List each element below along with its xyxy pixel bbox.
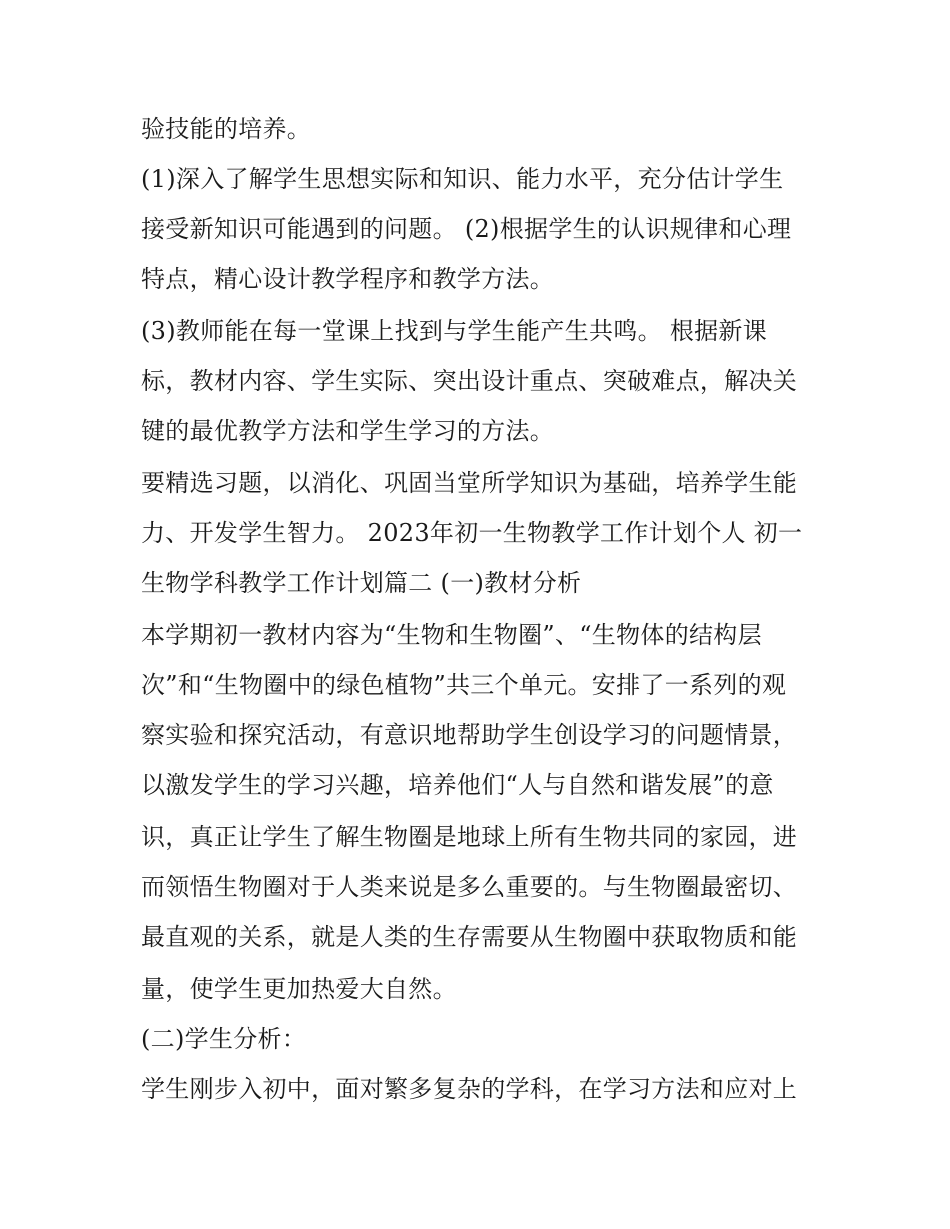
text-line: (1)深入了解学生思想实际和知识、能力水平，充分估计学生 [141,165,784,193]
text-line: 以激发学生的学习兴趣，培养他们“人与自然和谐发展”的意 [141,771,774,799]
text-line: 生物学科教学工作计划篇二 (一)教材分析 [141,569,582,597]
text-line: 标，教材内容、学生实际、突出设计重点、突破难点，解决关 [141,367,798,395]
text-line: (3)教师能在每一堂课上找到与学生能产生共鸣。 根据新课 [141,317,768,345]
text-line: 识，真正让学生了解生物圈是地球上所有生物共同的家园，进 [141,823,798,851]
text-line: 察实验和探究活动，有意识地帮助学生创设学习的问题情景， [141,721,798,749]
text-line: 接受新知识可能遇到的问题。 (2)根据学生的认识规律和心理 [141,215,792,243]
text-line: 而领悟生物圈对于人类来说是多么重要的。与生物圈最密切、 [141,873,798,901]
text-line: 特点，精心设计教学程序和教学方法。 [141,265,555,293]
text-line: (二)学生分析： [141,1025,307,1053]
text-line: 次”和“生物圈中的绿色植物”共三个单元。安排了一系列的观 [141,671,787,699]
text-line: 要精选习题，以消化、巩固当堂所学知识为基础，培养学生能 [141,469,798,497]
text-line: 验技能的培养。 [141,115,312,143]
text-line: 力、开发学生智力。 2023年初一生物教学工作计划个人 初一 [141,519,803,547]
text-line: 学生刚步入初中，面对繁多复杂的学科，在学习方法和应对上 [141,1075,798,1103]
text-line: 本学期初一教材内容为“生物和生物圈”、“生物体的结构层 [141,621,762,649]
text-line: 最直观的关系，就是人类的生存需要从生物圈中获取物质和能 [141,923,798,951]
text-line: 键的最优教学方法和学生学习的方法。 [141,417,555,445]
text-line: 量，使学生更加热爱大自然。 [141,975,457,1003]
